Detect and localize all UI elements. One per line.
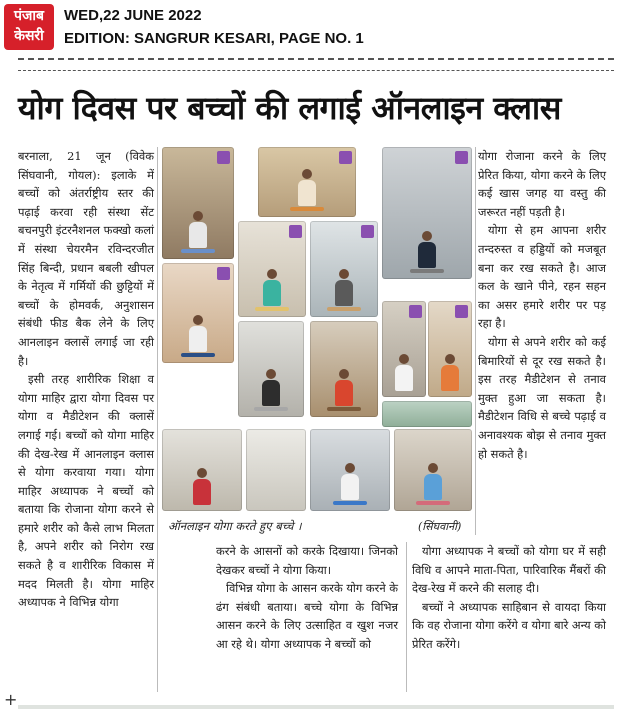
meeting-icon: [455, 305, 468, 318]
meeting-icon: [289, 225, 302, 238]
masthead: [0, 0, 617, 54]
photo-tile: [310, 221, 378, 317]
col2-paragraph-2: विभिन्न योगा के आसन करके योग करने के ढंग संबंधी बताया। बच्चे योगा के विभिन्न आसन करने के लिए उत्साहित व खुश नजर आ रहे थे। योगा अध्यापक ने बच्चों को: [216, 581, 399, 651]
photo-caption: ऑनलाइन योगा करते हुए बच्चे ।: [168, 519, 302, 533]
col1-paragraph-2: इसी तरह शारीरिक शिक्षा व योगा माहिर द्वारा योगा दिवस पर योगा व मैडीटेशन की क्लासें लगाई गई। बच्चों को योगा माहिर की देख-रेख में आनलाइन क्लास से योगा करवाया गया। योगा माहिर अध्यापक ने बच्चों को बताया कि रोजाना योगा करने से हमारे शरीर को कैसे लाभ मिलता है, अपने शरीर को निरोग रख सकते है व शारीरिक विकास में मदद मिलती है। योगा माहिर अध्यापक ने विभिन्न योगा: [18, 372, 154, 610]
article-column-1: [18, 147, 154, 612]
meeting-icon: [409, 305, 422, 318]
logo-line-1: पंजाब: [14, 8, 44, 24]
photo-collage: [160, 145, 474, 515]
logo-line-2: केसरी: [14, 28, 44, 44]
meeting-icon: [217, 267, 230, 280]
photo-tile: [428, 301, 472, 397]
photo-credit: (सिंघवानी): [418, 520, 462, 533]
top-dashed-divider: [18, 58, 614, 60]
meeting-icon: [361, 225, 374, 238]
publication-date: WED,22 JUNE 2022: [64, 7, 202, 24]
article-column-3: [478, 147, 606, 463]
col3-paragraph-2: योगा से हम आपना शरीर तन्दरुस्त व हड्डियों को मजबूत बना कर रख सकते है। आज कल के खाने पीने, रहन सहन का असर हमारे शरीर पर पड़ रहा है।: [478, 223, 606, 331]
col3-paragraph-3: योगा से अपने शरीर को कई बिमारियों से दूर रख सकते है। इस तरह मैडीटेशन से तनाव मुक्त हुआ जा सकता है। मैडीटेशन विधि से बच्चे पढ़ाई व अनावश्यक बोझ से तनाव मुक्त हो सकते है।: [478, 334, 606, 461]
photo-tile: [310, 321, 378, 417]
col3b-paragraph-1: योगा अध्यापक ने बच्चों को योगा घर में सही विधि व आपने माता-पिता, पारिवारिक मैंबरों की देख-रेख में करने की सलाह दी।: [412, 544, 606, 596]
col1-paragraph-1: बरनाला, 21 जून (विवेक सिंघवानी, गोयल): इलाके में बच्चों को अंतर्राष्ट्रीय स्तर की पढ़ाई करवा रही संस्था सेंट बचनपुरी इंटरनैशनल फक्खो कलां में संस्था चेयरमैन रविन्दरजीत सिंह बिन्दी, प्रधान बबली खीपल के नेतृत्व में गर्मियों की छुट्टियों में बच्चों के होमवर्क, अनुशासन संबंधी फीड बैक लेने के लिए आनलाइन क्लासें लगाई जा रही है।: [18, 149, 154, 368]
article-column-3-continued: [412, 542, 606, 654]
meeting-icon: [217, 151, 230, 164]
photo-tile: [162, 147, 234, 259]
photo-tile: [238, 221, 306, 317]
article-headline: योग दिवस पर बच्चों की लगाई ऑनलाइन क्लास: [18, 89, 561, 127]
plus-icon: +: [4, 690, 18, 709]
photo-tile: [162, 429, 242, 511]
photo-tile: [382, 401, 472, 427]
column-rule-bottom: [406, 542, 407, 692]
photo-tile: [238, 321, 304, 417]
article-column-2: [216, 542, 398, 654]
meeting-icon: [339, 151, 352, 164]
meeting-icon: [455, 151, 468, 164]
col3-paragraph-1: योगा रोजाना करने के लिए प्रेरित किया, योगा करने के लिए कई खास जगह या वस्तु की जरूरत नहीं पड़ती है।: [478, 149, 606, 219]
photo-tile: [258, 147, 356, 217]
column-rule-left: [157, 147, 158, 692]
newspaper-logo: [4, 4, 54, 50]
col2-paragraph-1: करने के आसनों को करके दिखाया। जिनको देखकर बच्चों ने योगा किया।: [216, 544, 398, 577]
photo-tile: [310, 429, 390, 511]
col3b-paragraph-2: बच्चों ने अध्यापक साहिबान से वायदा किया कि वह रोजाना योगा करेंगे व योगा बारे अन्य को प्रेरित करेंगे।: [412, 599, 606, 651]
photo-tile: [382, 147, 472, 279]
photo-tile: [162, 263, 234, 363]
column-rule-right: [475, 147, 476, 535]
bottom-strip: [18, 705, 614, 709]
photo-tile: [394, 429, 472, 511]
photo-tile: [382, 301, 426, 397]
top-dashed-divider-2: [18, 70, 614, 71]
edition-info: EDITION: SANGRUR KESARI, PAGE NO. 1: [64, 30, 364, 47]
photo-tile: [246, 429, 306, 511]
